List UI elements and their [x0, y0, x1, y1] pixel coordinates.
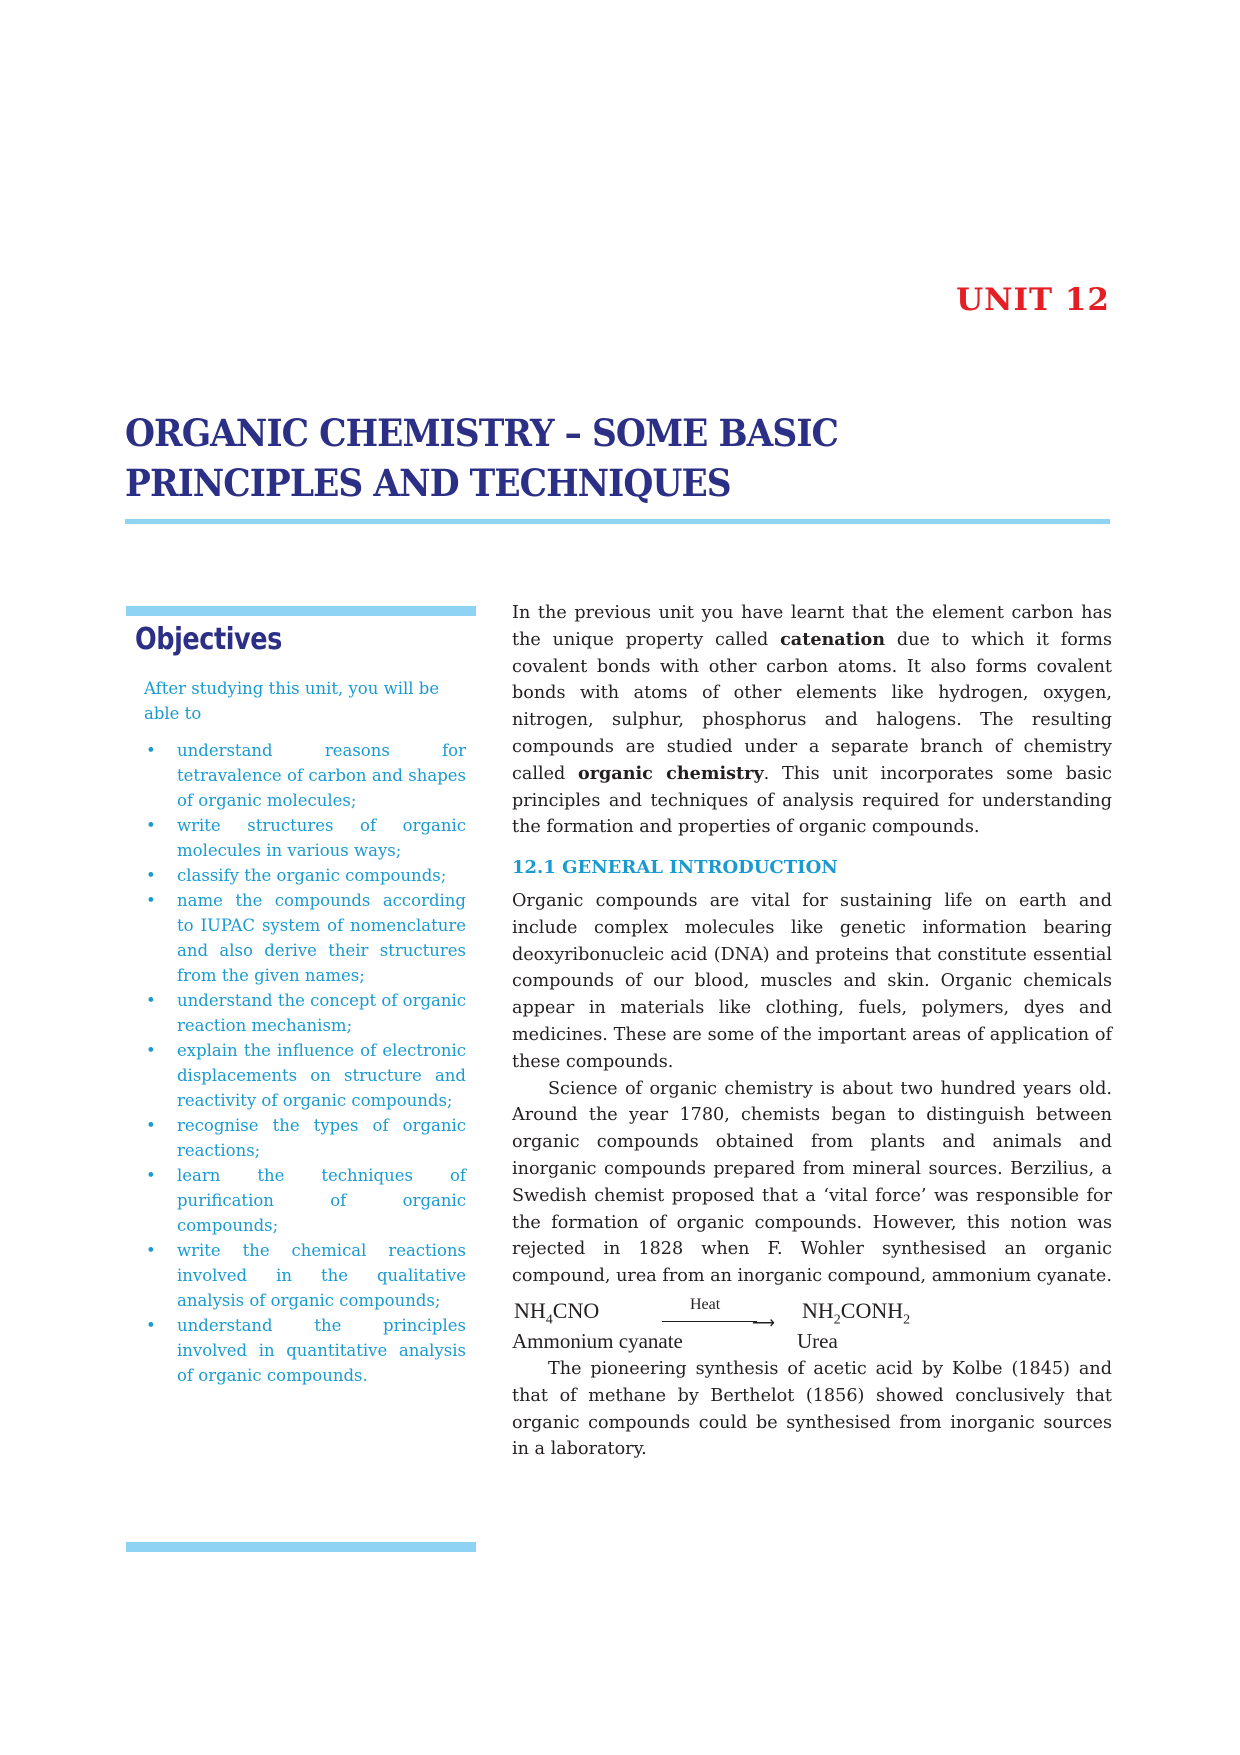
objective-item [144, 1113, 466, 1163]
bullet-icon: • [146, 1316, 156, 1335]
objective-text: learn the techniques of purification of organic compounds; [177, 1166, 466, 1235]
bullet-icon: • [146, 1116, 156, 1135]
section-heading: 12.1 GENERAL INTRODUCTION [512, 857, 838, 879]
bullet-icon: • [146, 991, 156, 1010]
text: NH [802, 1297, 834, 1323]
objectives-list [144, 738, 466, 1388]
objectives-top-bar [126, 606, 476, 616]
objective-item [144, 1038, 466, 1113]
objective-item [144, 1238, 466, 1313]
reactant-name: Ammonium cyanate [512, 1328, 683, 1353]
chemical-equation [512, 1294, 1112, 1356]
text: In the previous unit you have learnt that the element carbon has the unique property called [512, 603, 1112, 650]
bullet-icon: • [146, 866, 156, 885]
text: CNO [552, 1297, 600, 1323]
objective-item [144, 738, 466, 813]
text: . This unit incorporates some basic principles and techniques of analysis required for understanding the formation and properties of organic compounds. [512, 763, 1112, 838]
arrow-head-icon: ⟶ [752, 1314, 775, 1332]
intro-paragraph [512, 600, 1112, 841]
term-catenation: catenation [780, 628, 886, 650]
text: due to which it forms covalent bonds with other carbon atoms. It also forms covalent bonds with atoms of other elements like hydrogen, oxygen, nitrogen, sulphur, phosphorus and halogens. The resulting compounds are studied under a separate branch of chemistry called [512, 629, 1113, 784]
term-organic-chemistry: organic chemistry [578, 762, 764, 784]
subscript: 2 [833, 1312, 841, 1328]
subscript: 4 [545, 1312, 553, 1328]
chapter-title: ORGANIC CHEMISTRY – SOME BASIC PRINCIPLES AND TECHNIQUES [125, 411, 838, 505]
objective-text: understand the concept of organic reaction mechanism; [177, 991, 466, 1035]
section-paragraph-2: Science of organic chemistry is about two hundred years old. Around the year 1780, chemists began to distinguish between organic compounds obtained from plants and animals and inorganic compounds prepared from mineral sources. Berzilius, a Swedish chemist proposed that a ‘vital force’ was responsible for the formation of organic compounds. However, this notion was rejected in 1828 when F. Wohler synthesised an organic compound, urea from an inorganic compound, ammonium cyanate. [512, 1078, 1112, 1287]
objectives-box [144, 676, 466, 1388]
objective-text: recognise the types of organic reactions; [177, 1116, 466, 1160]
arrow-line [662, 1321, 757, 1322]
bullet-icon: • [146, 741, 156, 760]
objective-text: understand the principles involved in quantitative analysis of organic compounds. [177, 1316, 466, 1385]
unit-label: UNIT 12 [956, 282, 1110, 318]
section-paragraph-3: The pioneering synthesis of acetic acid by Kolbe (1845) and that of methane by Berthelot (1856) showed conclusively that organic compounds could be synthesised from inorganic sources in a laboratory. [512, 1358, 1112, 1460]
objective-item [144, 813, 466, 863]
objective-text: write structures of organic molecules in various ways; [177, 816, 466, 860]
bullet-icon: • [146, 816, 156, 835]
objective-text: understand reasons for tetravalence of carbon and shapes of organic molecules; [177, 741, 466, 810]
objective-text: explain the influence of electronic displacements on structure and reactivity of organic compounds; [177, 1041, 466, 1110]
objective-item [144, 1313, 466, 1388]
bullet-icon: • [146, 1241, 156, 1260]
subscript: 2 [903, 1312, 911, 1328]
objective-item [144, 988, 466, 1038]
objective-item [144, 863, 466, 888]
objective-item [144, 888, 466, 988]
objectives-intro: After studying this unit, you will be able to [144, 679, 440, 723]
text: CONH [840, 1297, 904, 1323]
reaction-condition: Heat [690, 1295, 721, 1313]
objectives-heading: Objectives [135, 622, 282, 657]
main-text [512, 600, 1112, 1463]
objectives-bottom-bar [126, 1542, 476, 1552]
text: NH [514, 1297, 546, 1323]
title-divider [125, 519, 1110, 524]
objective-text: name the compounds according to IUPAC system of nomenclature and also derive their structures from the given names; [177, 891, 466, 985]
objective-text: write the chemical reactions involved in the qualitative analysis of organic compounds; [177, 1241, 466, 1310]
bullet-icon: • [146, 891, 156, 910]
bullet-icon: • [146, 1166, 156, 1185]
objective-text: classify the organic compounds; [177, 866, 447, 885]
product-name: Urea [797, 1328, 838, 1353]
objective-item [144, 1163, 466, 1238]
section-paragraph-1: Organic compounds are vital for sustaining life on earth and include complex molecules like genetic information bearing deoxyribonucleic acid (DNA) and proteins that constitute essential compounds of our blood, muscles and skin. Organic chemicals appear in materials like clothing, fuels, polymers, dyes and medicines. These are some of the important areas of application of these compounds. [512, 890, 1112, 1072]
bullet-icon: • [146, 1041, 156, 1060]
